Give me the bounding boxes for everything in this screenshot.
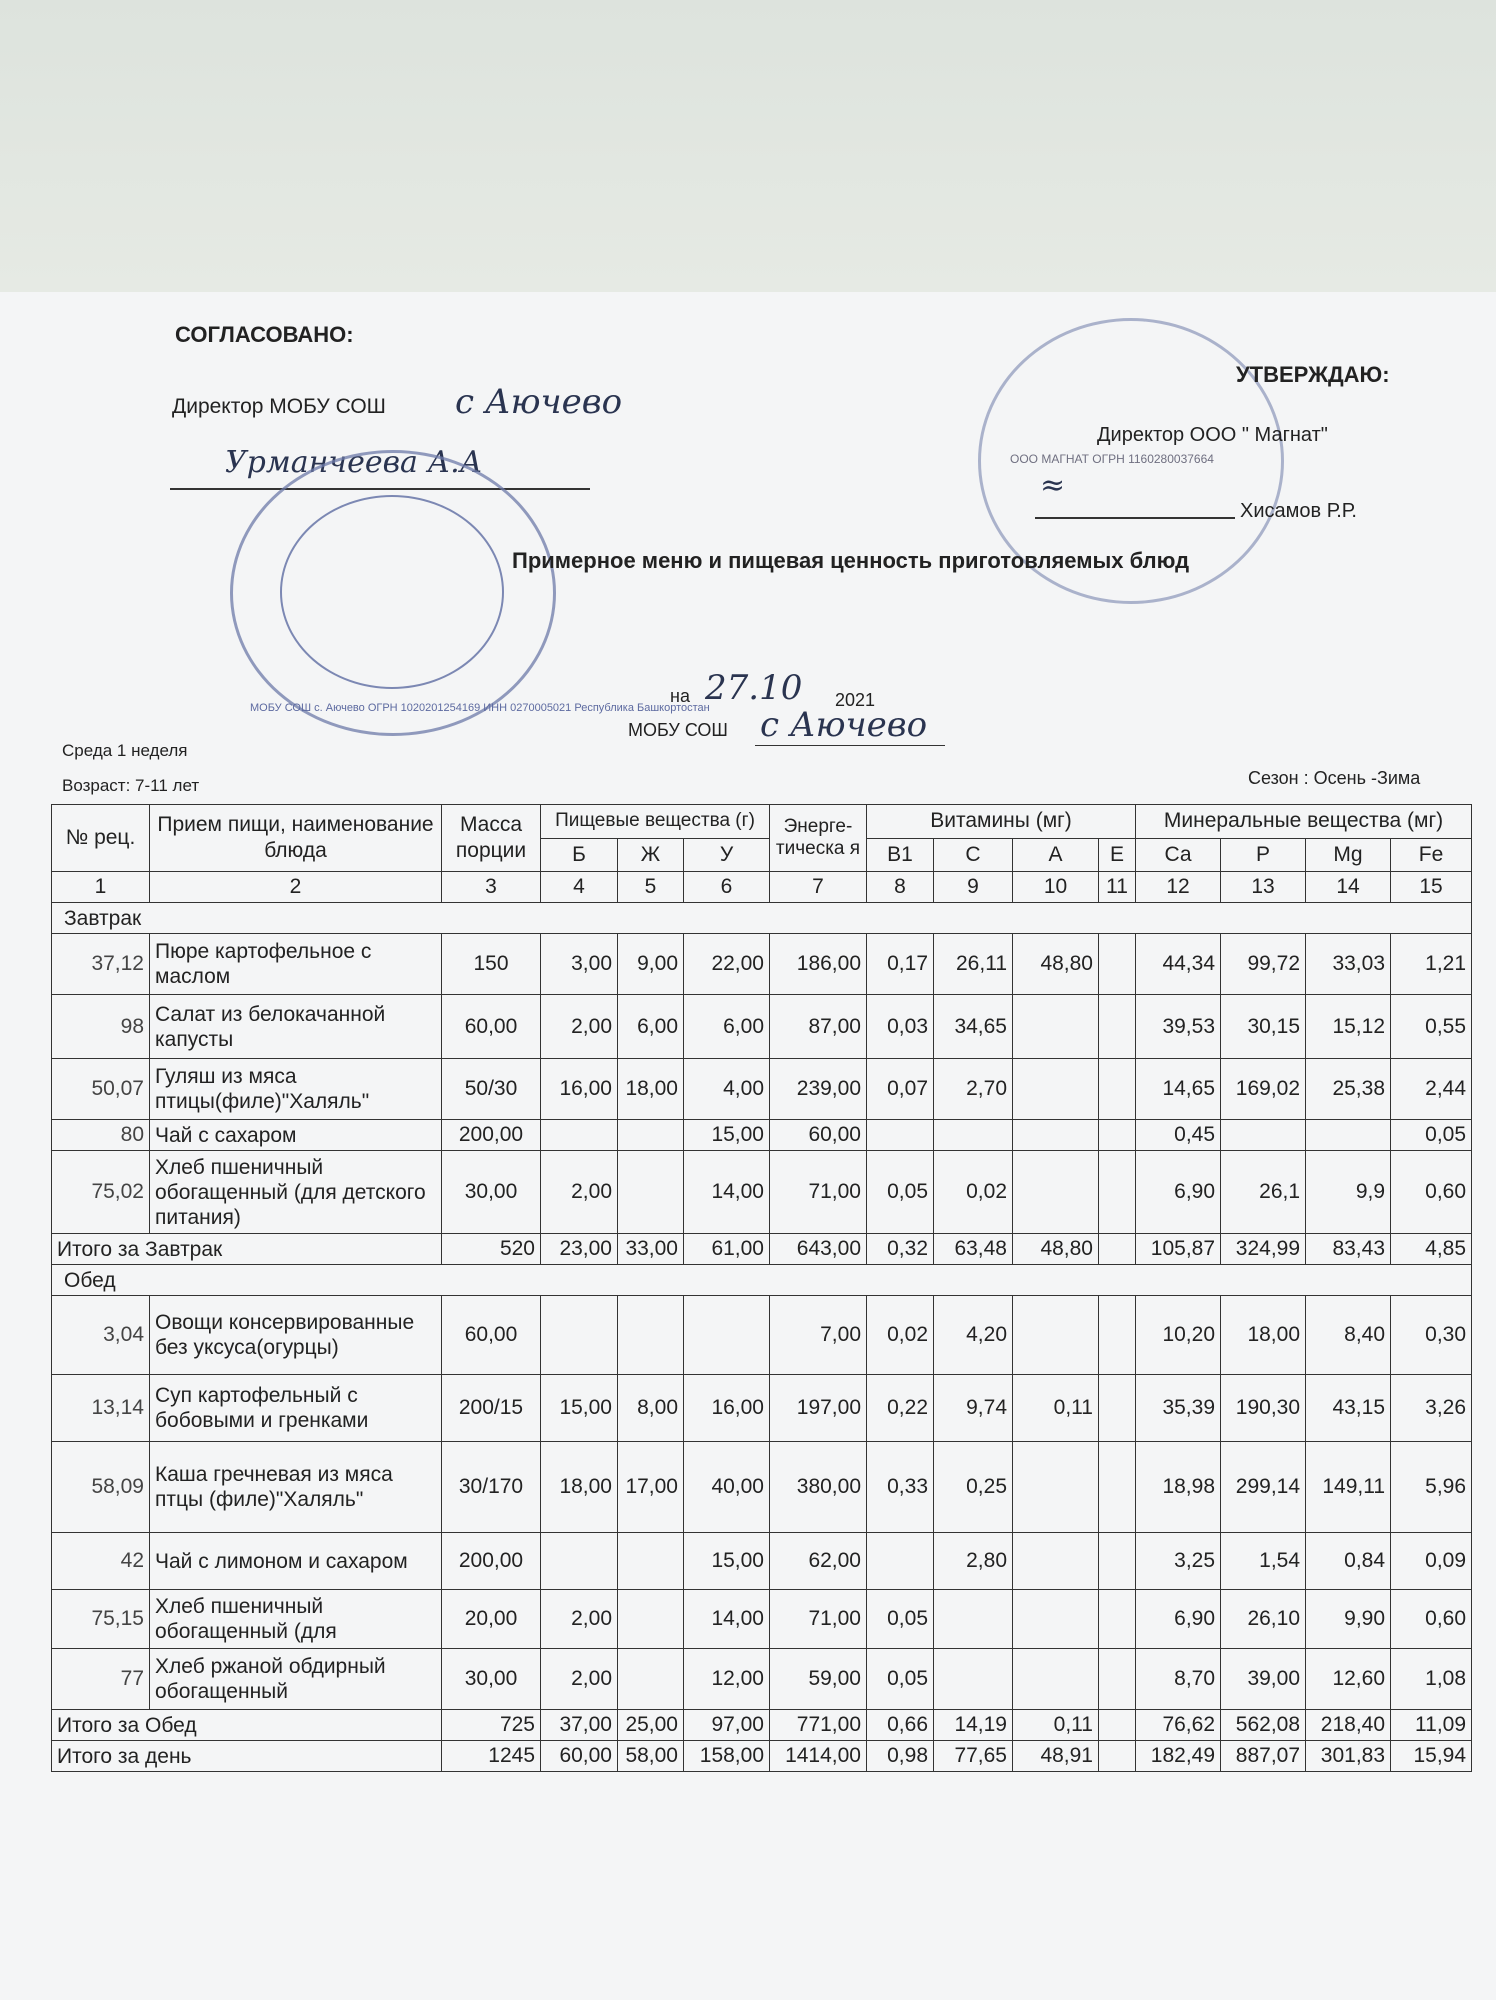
table-row [52,1375,1472,1442]
total-a: 48,91 [1013,1741,1099,1772]
portion-mass: 200/15 [442,1375,541,1442]
col-number: 11 [1099,872,1136,903]
total-b1: 0,98 [867,1741,934,1772]
value-b: 2,00 [541,1151,618,1234]
total-mg: 83,43 [1306,1234,1391,1265]
dish-name: Пюре картофельное с маслом [150,934,442,995]
value-b [541,1533,618,1590]
value-c: 4,20 [934,1296,1013,1375]
portion-mass: 60,00 [442,995,541,1059]
right-director-label: Директор ООО " Магнат" [1097,424,1328,446]
date-prefix: на [670,686,690,706]
total-u: 97,00 [684,1710,770,1741]
total-ca: 105,87 [1136,1234,1221,1265]
total-mg: 301,83 [1306,1741,1391,1772]
value-u: 14,00 [684,1151,770,1234]
value-c: 26,11 [934,934,1013,995]
table-row [52,1590,1472,1649]
value-c: 0,02 [934,1151,1013,1234]
header-zh: Ж [618,838,684,872]
header-b1: В1 [867,838,934,872]
value-ca: 44,34 [1136,934,1221,995]
lunch-total-row [52,1710,1472,1741]
value-a [1013,1296,1099,1375]
value-u: 12,00 [684,1649,770,1710]
left-stamp-text: МОБУ СОШ с. Аючево ОГРН 1020201254169 ИНН 0270005021 Республика Башкортостан [250,702,710,714]
value-energy: 186,00 [770,934,867,995]
header-nutrients: Пищевые вещества (г) [541,805,770,839]
section-lunch-label: Обед [52,1265,1472,1296]
value-e [1099,1442,1136,1533]
breakfast-total-row [52,1234,1472,1265]
total-ca: 76,62 [1136,1710,1221,1741]
value-mg: 9,90 [1306,1590,1391,1649]
value-ca: 39,53 [1136,995,1221,1059]
value-c [934,1590,1013,1649]
total-c: 63,48 [934,1234,1013,1265]
col-number: 7 [770,872,867,903]
value-mg: 43,15 [1306,1375,1391,1442]
value-ca: 35,39 [1136,1375,1221,1442]
total-energy: 771,00 [770,1710,867,1741]
value-p: 26,1 [1221,1151,1306,1234]
recipe-number: 77 [52,1649,150,1710]
recipe-number: 98 [52,995,150,1059]
total-b1: 0,32 [867,1234,934,1265]
value-u: 15,00 [684,1120,770,1151]
total-e [1099,1234,1136,1265]
total-zh: 33,00 [618,1234,684,1265]
total-zh: 58,00 [618,1741,684,1772]
header-row-1 [52,805,1472,839]
value-p: 299,14 [1221,1442,1306,1533]
value-fe: 2,44 [1391,1059,1472,1120]
recipe-number: 50,07 [52,1059,150,1120]
value-b [541,1296,618,1375]
value-b1: 0,22 [867,1375,934,1442]
value-zh: 17,00 [618,1442,684,1533]
value-e [1099,1059,1136,1120]
header-energy: Энерге-тическа я [770,805,867,872]
total-b: 23,00 [541,1234,618,1265]
header-ca: Са [1136,838,1221,872]
value-e [1099,1533,1136,1590]
value-c: 34,65 [934,995,1013,1059]
value-e [1099,1120,1136,1151]
dish-name: Чай с сахаром [150,1120,442,1151]
value-zh: 9,00 [618,934,684,995]
recipe-number: 75,02 [52,1151,150,1234]
recipe-number: 13,14 [52,1375,150,1442]
value-a: 0,11 [1013,1375,1099,1442]
left-signature: Урманчеева А.А [225,445,483,480]
value-fe: 0,55 [1391,995,1472,1059]
menu-table [51,804,1472,1772]
dish-name: Хлеб пшеничный обогащенный (для [150,1590,442,1649]
value-p [1221,1120,1306,1151]
col-number: 12 [1136,872,1221,903]
value-energy: 71,00 [770,1590,867,1649]
value-a [1013,1649,1099,1710]
portion-mass: 150 [442,934,541,995]
value-e [1099,1151,1136,1234]
value-a [1013,1059,1099,1120]
total-mass: 1245 [442,1741,541,1772]
value-p: 190,30 [1221,1375,1306,1442]
table-row [52,1151,1472,1234]
season-label: Сезон : Осень -Зима [1248,768,1421,788]
value-p: 18,00 [1221,1296,1306,1375]
header-fe: Fe [1391,838,1472,872]
value-zh [618,1533,684,1590]
value-a [1013,995,1099,1059]
portion-mass: 30/170 [442,1442,541,1533]
day-label: Среда 1 неделя [62,741,188,760]
col-number: 4 [541,872,618,903]
section-lunch [52,1265,1472,1296]
portion-mass: 60,00 [442,1296,541,1375]
col-number: 5 [618,872,684,903]
dish-name: Суп картофельный с бобовыми и гренками [150,1375,442,1442]
table-row [52,1442,1472,1533]
value-e [1099,1649,1136,1710]
background-top [0,0,1496,295]
value-energy: 380,00 [770,1442,867,1533]
value-a [1013,1533,1099,1590]
value-b: 2,00 [541,1649,618,1710]
header-a: А [1013,838,1099,872]
value-ca: 8,70 [1136,1649,1221,1710]
value-b1: 0,07 [867,1059,934,1120]
header-mass: Масса порции [442,805,541,872]
value-c [934,1120,1013,1151]
header-mg: Mg [1306,838,1391,872]
col-number: 10 [1013,872,1099,903]
table-row [52,995,1472,1059]
header-e: Е [1099,838,1136,872]
value-b: 15,00 [541,1375,618,1442]
value-u: 15,00 [684,1533,770,1590]
value-zh [618,1120,684,1151]
header-p: Р [1221,838,1306,872]
left-director-label: Директор МОБУ СОШ [172,395,386,418]
right-signature-line [1035,517,1235,519]
section-breakfast-label: Завтрак [52,903,1472,934]
value-b1: 0,05 [867,1590,934,1649]
table-row [52,1296,1472,1375]
value-a [1013,1442,1099,1533]
total-p: 562,08 [1221,1710,1306,1741]
header-vitamins: Витамины (мг) [867,805,1136,839]
value-mg: 149,11 [1306,1442,1391,1533]
lunch-total-row-label: Итого за Обед [52,1710,442,1741]
value-u: 22,00 [684,934,770,995]
col-number: 6 [684,872,770,903]
total-energy: 1414,00 [770,1741,867,1772]
school-handwritten: с Аючево [760,705,928,745]
portion-mass: 20,00 [442,1590,541,1649]
total-e [1099,1741,1136,1772]
value-a [1013,1151,1099,1234]
document-title: Примерное меню и пищевая ценность приготовляемых блюд [512,548,1190,573]
col-number: 3 [442,872,541,903]
value-fe: 0,60 [1391,1151,1472,1234]
total-b: 60,00 [541,1741,618,1772]
dish-name: Чай с лимоном и сахаром [150,1533,442,1590]
value-u [684,1296,770,1375]
table-row [52,1533,1472,1590]
recipe-number: 75,15 [52,1590,150,1649]
value-a [1013,1590,1099,1649]
value-u: 16,00 [684,1375,770,1442]
value-energy: 87,00 [770,995,867,1059]
value-b1: 0,02 [867,1296,934,1375]
total-b1: 0,66 [867,1710,934,1741]
value-ca: 0,45 [1136,1120,1221,1151]
value-mg: 12,60 [1306,1649,1391,1710]
total-u: 158,00 [684,1741,770,1772]
portion-mass: 200,00 [442,1120,541,1151]
value-fe: 5,96 [1391,1442,1472,1533]
value-zh: 18,00 [618,1059,684,1120]
recipe-number: 3,04 [52,1296,150,1375]
table-row [52,1120,1472,1151]
left-director-handwritten: с Аючево [455,382,623,422]
total-e [1099,1710,1136,1741]
value-b1 [867,1120,934,1151]
header-b: Б [541,838,618,872]
value-c [934,1649,1013,1710]
table-row [52,1059,1472,1120]
total-fe: 4,85 [1391,1234,1472,1265]
value-zh: 8,00 [618,1375,684,1442]
value-zh [618,1151,684,1234]
recipe-number: 37,12 [52,934,150,995]
header-minerals: Минеральные вещества (мг) [1136,805,1472,839]
header-c: С [934,838,1013,872]
total-a: 48,80 [1013,1234,1099,1265]
value-b [541,1120,618,1151]
value-energy: 7,00 [770,1296,867,1375]
value-ca: 3,25 [1136,1533,1221,1590]
dish-name: Овощи консервированные без уксуса(огурцы) [150,1296,442,1375]
right-name: Хисамов Р.Р. [1240,500,1357,522]
value-fe: 0,60 [1391,1590,1472,1649]
value-fe: 0,05 [1391,1120,1472,1151]
header-num: № рец. [52,805,150,872]
col-number: 9 [934,872,1013,903]
recipe-number: 58,09 [52,1442,150,1533]
school-underline [755,745,945,746]
value-energy: 71,00 [770,1151,867,1234]
value-u: 40,00 [684,1442,770,1533]
column-number-row [52,872,1472,903]
value-zh [618,1649,684,1710]
value-c: 9,74 [934,1375,1013,1442]
value-fe: 0,09 [1391,1533,1472,1590]
section-breakfast [52,903,1472,934]
value-mg: 9,9 [1306,1151,1391,1234]
value-mg: 15,12 [1306,995,1391,1059]
dish-name: Хлеб пшеничный обогащенный (для детского питания) [150,1151,442,1234]
total-a: 0,11 [1013,1710,1099,1741]
value-b: 2,00 [541,1590,618,1649]
value-e [1099,934,1136,995]
table-row [52,934,1472,995]
col-number: 13 [1221,872,1306,903]
value-ca: 18,98 [1136,1442,1221,1533]
portion-mass: 200,00 [442,1533,541,1590]
value-fe: 3,26 [1391,1375,1472,1442]
approve-heading: УТВЕРЖДАЮ: [1236,362,1390,387]
value-ca: 14,65 [1136,1059,1221,1120]
value-ca: 6,90 [1136,1151,1221,1234]
value-fe: 0,30 [1391,1296,1472,1375]
total-c: 14,19 [934,1710,1013,1741]
right-stamp-text: ООО МАГНАТ ОГРН 1160280037664 [1010,452,1214,466]
total-zh: 25,00 [618,1710,684,1741]
recipe-number: 42 [52,1533,150,1590]
value-p: 169,02 [1221,1059,1306,1120]
school-label: МОБУ СОШ [628,720,728,740]
value-e [1099,995,1136,1059]
breakfast-total-row-label: Итого за Завтрак [52,1234,442,1265]
value-e [1099,1375,1136,1442]
value-mg: 0,84 [1306,1533,1391,1590]
dish-name: Салат из белокачанной капусты [150,995,442,1059]
value-energy: 60,00 [770,1120,867,1151]
value-c: 2,80 [934,1533,1013,1590]
value-energy: 239,00 [770,1059,867,1120]
total-mass: 520 [442,1234,541,1265]
value-fe: 1,21 [1391,934,1472,995]
col-number: 1 [52,872,150,903]
value-b: 2,00 [541,995,618,1059]
total-p: 887,07 [1221,1741,1306,1772]
value-b1: 0,03 [867,995,934,1059]
value-b1: 0,33 [867,1442,934,1533]
agreed-heading: СОГЛАСОВАНО: [175,322,354,347]
total-u: 61,00 [684,1234,770,1265]
recipe-number: 80 [52,1120,150,1151]
value-e [1099,1590,1136,1649]
total-fe: 11,09 [1391,1710,1472,1741]
left-stamp-inner-ring [280,495,504,689]
value-mg: 8,40 [1306,1296,1391,1375]
value-e [1099,1296,1136,1375]
value-mg: 25,38 [1306,1059,1391,1120]
value-b: 16,00 [541,1059,618,1120]
day-total-row [52,1741,1472,1772]
header-u: У [684,838,770,872]
col-number: 8 [867,872,934,903]
portion-mass: 30,00 [442,1151,541,1234]
value-b1 [867,1533,934,1590]
value-u: 14,00 [684,1590,770,1649]
total-c: 77,65 [934,1741,1013,1772]
value-ca: 10,20 [1136,1296,1221,1375]
date-handwritten: 27.10 [705,668,803,708]
col-number: 15 [1391,872,1472,903]
value-b: 3,00 [541,934,618,995]
age-label: Возраст: 7-11 лет [62,776,200,795]
value-mg: 33,03 [1306,934,1391,995]
value-zh [618,1296,684,1375]
day-total-row-label: Итого за день [52,1741,442,1772]
total-mg: 218,40 [1306,1710,1391,1741]
value-a: 48,80 [1013,934,1099,995]
value-p: 39,00 [1221,1649,1306,1710]
total-ca: 182,49 [1136,1741,1221,1772]
value-ca: 6,90 [1136,1590,1221,1649]
value-p: 26,10 [1221,1590,1306,1649]
value-a [1013,1120,1099,1151]
table-row [52,1649,1472,1710]
value-c: 0,25 [934,1442,1013,1533]
value-p: 30,15 [1221,995,1306,1059]
value-zh: 6,00 [618,995,684,1059]
portion-mass: 50/30 [442,1059,541,1120]
total-p: 324,99 [1221,1234,1306,1265]
value-u: 6,00 [684,995,770,1059]
value-mg [1306,1120,1391,1151]
value-u: 4,00 [684,1059,770,1120]
value-fe: 1,08 [1391,1649,1472,1710]
dish-name: Гуляш из мяса птицы(филе)"Халяль" [150,1059,442,1120]
value-energy: 197,00 [770,1375,867,1442]
total-mass: 725 [442,1710,541,1741]
total-fe: 15,94 [1391,1741,1472,1772]
header-dish: Прием пищи, наименование блюда [150,805,442,872]
right-signature: ≈ [1040,468,1066,503]
value-p: 99,72 [1221,934,1306,995]
total-b: 37,00 [541,1710,618,1741]
value-zh [618,1590,684,1649]
value-b: 18,00 [541,1442,618,1533]
portion-mass: 30,00 [442,1649,541,1710]
value-b1: 0,05 [867,1649,934,1710]
total-energy: 643,00 [770,1234,867,1265]
value-energy: 59,00 [770,1649,867,1710]
value-p: 1,54 [1221,1533,1306,1590]
value-b1: 0,17 [867,934,934,995]
dish-name: Хлеб ржаной обдирный обогащенный [150,1649,442,1710]
col-number: 14 [1306,872,1391,903]
col-number: 2 [150,872,442,903]
date-year: 2021 [835,690,876,710]
value-b1: 0,05 [867,1151,934,1234]
value-c: 2,70 [934,1059,1013,1120]
value-energy: 62,00 [770,1533,867,1590]
dish-name: Каша гречневая из мяса птцы (филе)"Халяль" [150,1442,442,1533]
